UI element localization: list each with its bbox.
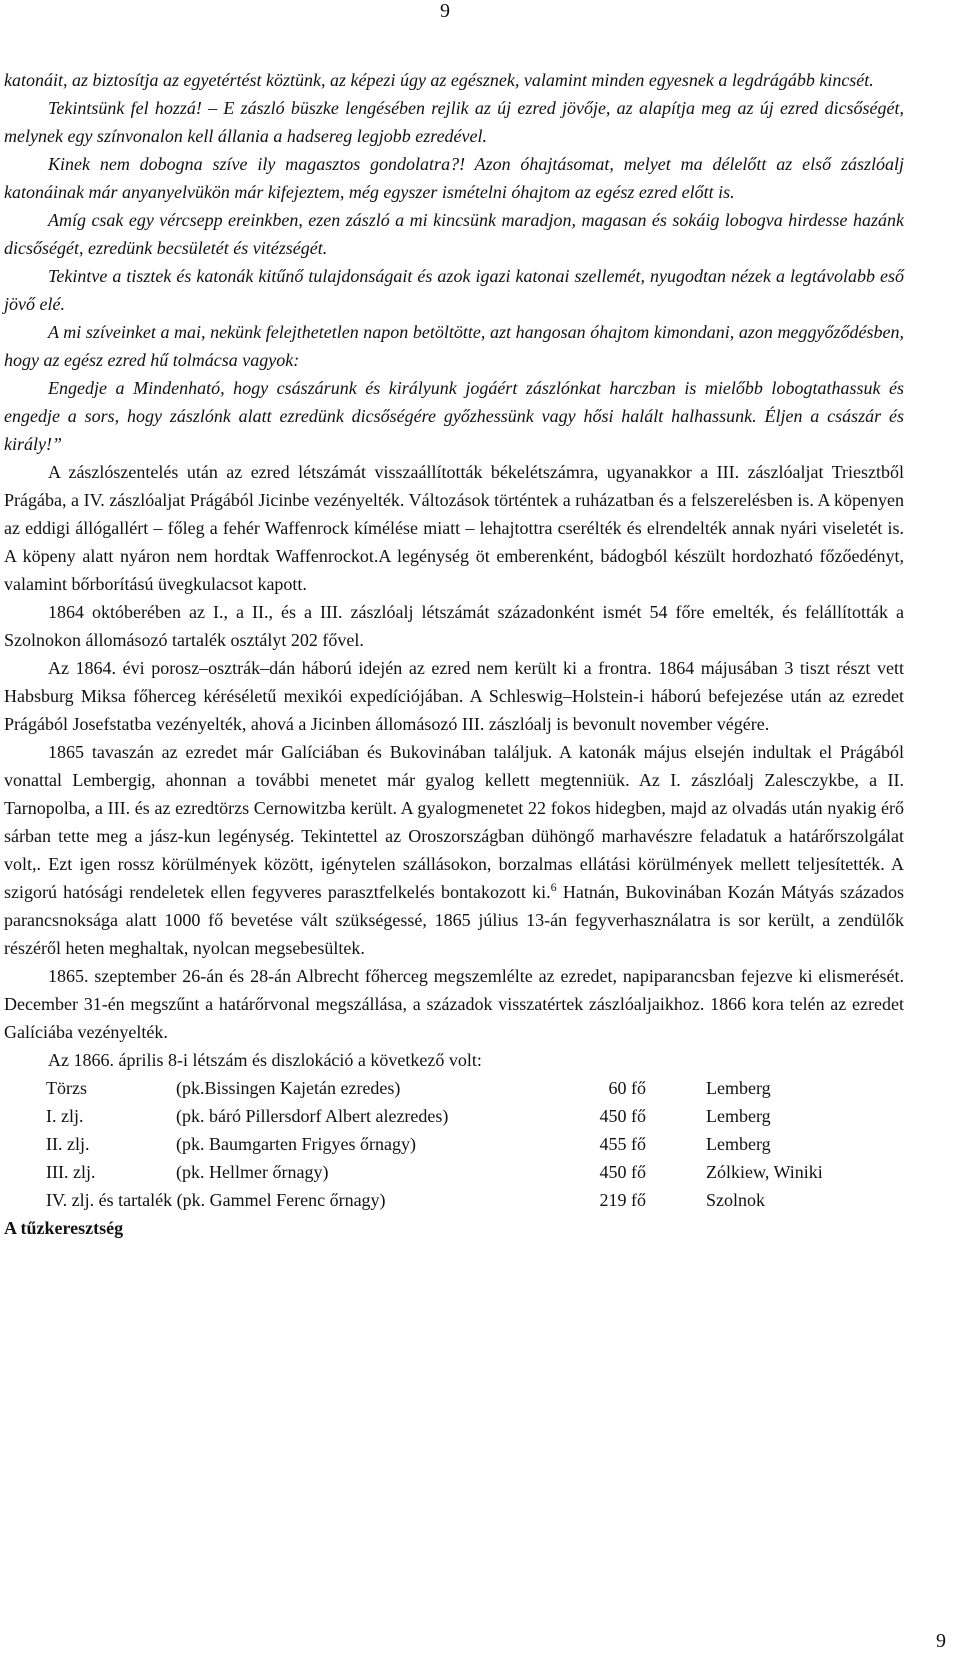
roster-location: Lemberg <box>706 1078 771 1098</box>
italic-paragraph-6: A mi szíveinket a mai, nekünk felejthetetlen napon betöltötte, azt hangosan óhajtom kimondani, azon meggyőződésben, hogy az egész ezred hű tolmácsa vagyok: <box>4 322 904 370</box>
roster-row <box>46 1102 823 1130</box>
roster-location: Szolnok <box>706 1190 766 1210</box>
footnote-reference[interactable]: 6 <box>550 880 557 894</box>
roster-unit: III. zlj. <box>46 1162 96 1182</box>
roster-count: 60 fő <box>608 1078 646 1098</box>
italic-paragraph-1: katonáit, az biztosítja az egyetértést köztünk, az képezi úgy az egésznek, valamint minden egyesnek a legdrágább kincsét. <box>4 70 874 90</box>
paragraph-1865-spring-cont: Hatnán, Bukovinában Kozán Mátyás százados parancsnoksága alatt 1000 fő bevetése vált szükségessé, 1865 július 13-án fegyverhasználatra is sor került, a zendülők részéről heten meghaltak, nyolcan megsebesültek. <box>4 882 904 958</box>
roster-unit: Törzs <box>46 1078 87 1098</box>
italic-paragraph-2: Tekintsünk fel hozzá! – E zászló büszke lengésében rejlik az új ezred jövője, az alapítja meg az új ezred dicsőségét, melynek egy színvonalon kell állania a hadsereg legjobb ezredével. <box>4 98 904 146</box>
page-number-bottom: 9 <box>936 1630 946 1652</box>
italic-paragraph-5: Tekintve a tisztek és katonák kitűnő tulajdonságait és azok igazi katonai szellemét, nyugodtan nézek a legtávolabb eső jövő elé. <box>4 266 904 314</box>
roster-count: 450 fő <box>599 1106 646 1126</box>
roster-unit: II. zlj. <box>46 1134 90 1154</box>
page-number-top: 9 <box>440 0 450 22</box>
section-heading: A tűzkeresztség <box>4 1218 124 1238</box>
roster-location: Zólkiew, Winiki <box>706 1162 823 1182</box>
roster-location: Lemberg <box>706 1134 771 1154</box>
paragraph-1865-september: 1865. szeptember 26-án és 28-án Albrecht főherceg megszemlélte az ezredet, napiparancsban fejezve ki elismerését. December 31-én megszűnt a határőrvonal megszállása, a századok visszatértek zászlóaljaikhoz. 1866 kora telén az ezredet Galíciába vezényelték. <box>4 966 904 1042</box>
roster-row <box>46 1158 823 1186</box>
roster-commander: (pk. Hellmer őrnagy) <box>176 1162 329 1182</box>
italic-paragraph-7: Engedje a Mindenható, hogy császárunk és királyunk jogáért zászlónkat harczban is mielőbb lobogtathassuk és engedje a sors, hogy zászlónk alatt ezredünk dicsőségére győzhessünk vagy hősi halált halhassunk. Éljen a császár és király!” <box>4 378 904 454</box>
roster-commander: (pk.Bissingen Kajetán ezredes) <box>176 1078 401 1098</box>
paragraph-1865-spring <box>4 738 904 962</box>
roster-unit: I. zlj. <box>46 1106 84 1126</box>
paragraph-1864-war: Az 1864. évi porosz–osztrák–dán háború idején az ezred nem került ki a frontra. 1864 májusában 3 tiszt részt vett Habsburg Miksa főherceg kéréséletű mexikói expedíciójában. A Schleswig–Holstein-i háború befejezése után az ezredet Prágából Josefstatba vezényelték, ahová a Jicinben állomásozó III. zászlóalj is bevonult november végére. <box>4 658 904 734</box>
roster-intro: Az 1866. április 8-i létszám és diszlokáció a következő volt: <box>48 1050 482 1070</box>
roster-commander: (pk. Baumgarten Frigyes őrnagy) <box>176 1134 416 1154</box>
paragraph-flag-consecration: A zászlószentelés után az ezred létszámát visszaállították békelétszámra, ugyanakkor a III. zászlóaljat Triesztből Prágába, a IV. zászlóaljat Prágából Jicinbe vezényelték. Változások történtek a ruházatban és a felszerelésben is. A köpenyen az eddigi állógallért – főleg a fehér Waffenrock kímélése miatt – lehajtottra cserélték és elrendelték annak nyári viseletét is. A köpeny alatt nyáron nem hordtak Waffenrockot.A legénység öt emberenként, bádogból készült hordozható főzőedényt, valamint bőrborítású üvegkulacsot kapott. <box>4 462 904 594</box>
roster-commander: (pk. báró Pillersdorf Albert alezredes) <box>176 1106 449 1126</box>
paragraph-1864-october: 1864 októberében az I., a II., és a III. zászlóalj létszámát századonként ismét 54 főre emelték, és felállították a Szolnokon állomásozó tartalék osztályt 202 fővel. <box>4 602 904 650</box>
italic-paragraph-4: Amíg csak egy vércsepp ereinkben, ezen zászló a mi kincsünk maradjon, magasan és sokáig lobogva hirdesse hazánk dicsőségét, ezredünk becsületét és vitézségét. <box>4 210 904 258</box>
roster-unit-commander: IV. zlj. és tartalék (pk. Gammel Ferenc őrnagy) <box>46 1190 386 1210</box>
roster-row <box>46 1130 823 1158</box>
roster-location: Lemberg <box>706 1106 771 1126</box>
page-body <box>4 66 904 1242</box>
roster-count: 450 fő <box>599 1162 646 1182</box>
roster-count: 455 fő <box>599 1134 646 1154</box>
roster-count: 219 fő <box>599 1190 646 1210</box>
roster-row <box>46 1074 823 1102</box>
roster-row <box>46 1186 823 1214</box>
paragraph-1865-spring-text: 1865 tavaszán az ezredet már Galíciában és Bukovinában találjuk. A katonák május elsején indultak el Prágából vonattal Lembergig, ahonnan a további menetet már gyalog kellett megtenniük. Az I. zászlóalj Zalesczykbe, a II. Tarnopolba, a III. és az ezredtörzs Cernowitzba került. A gyalogmenetet 22 fokos hidegben, majd az olvadás után nyakig érő sárban tette meg a jász-kun legénység. Tekintettel az Oroszországban dühöngő marhavészre feladatuk a határőrszolgálat volt,. Ezt igen rossz körülmények között, igénytelen szállásokon, borzalmas ellátási körülmények mellett teljesítették. A szigorú hatósági rendeletek ellen fegyveres parasztfelkelés bontakozott ki. <box>4 742 904 902</box>
italic-paragraph-3: Kinek nem dobogna szíve ily magasztos gondolatra?! Azon óhajtásomat, melyet ma délelőtt az első zászlóalj katonáinak már anyanyelvükön már kifejeztem, még egyszer ismételni óhajtom az egész ezred előtt is. <box>4 154 904 202</box>
roster-table <box>46 1074 823 1214</box>
